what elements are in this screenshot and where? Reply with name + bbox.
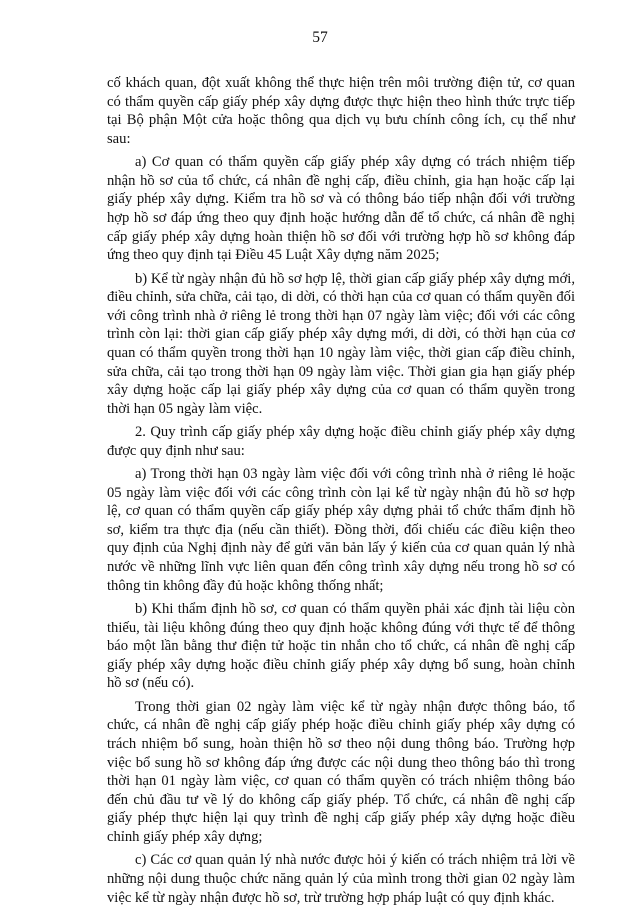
paragraph-supplement: Trong thời gian 02 ngày làm việc kể từ ngày nhận được thông báo, tổ chức, cá nhân đề nghị cấp giấy phép hoặc điều chỉnh giấy phép xây dựng có trách nhiệm bổ sung, hoàn thiện hồ sơ theo nội dung thông báo. Trường hợp việc bổ sung hồ sơ không đáp ứng được các nội dung theo thông báo thì trong thời hạn 01 ngày làm việc, cơ quan có thẩm quyền có trách nhiệm thông báo đến chủ đầu tư về lý do không cấp giấy phép. Tổ chức, cá nhân đề nghị cấp giấy phép thực hiện lại quy trình đề nghị cấp giấy phép xây dựng hoặc điều chỉnh giấy phép xây dựng;: [107, 698, 575, 845]
paragraph-section-2: 2. Quy trình cấp giấy phép xây dựng hoặc điều chỉnh giấy phép xây dựng được quy định như sau:: [107, 424, 575, 459]
paragraph-item-a-receipt: a) Cơ quan có thẩm quyền cấp giấy phép xây dựng có trách nhiệm tiếp nhận hồ sơ của tổ chức, cá nhân đề nghị cấp, điều chỉnh, gia hạn hoặc cấp lại giấy phép xây dựng. Kiểm tra hồ sơ và có thông báo tiếp nhận đối với trường hợp hồ sơ đáp ứng theo quy định hoặc hướng dẫn để tổ chức, cá nhân đề nghị cấp giấy phép xây dựng hoàn thiện hồ sơ đối với trường hợp hồ sơ không đáp ứng theo quy định tại Điều 45 Luật Xây dựng năm 2025;: [107, 154, 575, 264]
document-body: [107, 74, 575, 912]
paragraph-item-c-response: c) Các cơ quan quản lý nhà nước được hỏi ý kiến có trách nhiệm trả lời về những nội dung thuộc chức năng quản lý của mình trong thời gian 02 ngày làm việc kể từ ngày nhận được hồ sơ, trừ trường hợp pháp luật có quy định khác.: [107, 852, 575, 906]
paragraph-item-b-notice: b) Khi thẩm định hồ sơ, cơ quan có thẩm quyền phải xác định tài liệu còn thiếu, tài liệu không đúng theo quy định hoặc không đúng với thực tế để thông báo một lần bằng thư điện tử hoặc tin nhắn cho tổ chức, cá nhân đề nghị cấp giấy phép xây dựng hoặc điều chỉnh giấy phép xây dựng bổ sung, hoàn chỉnh hồ sơ (nếu có).: [107, 601, 575, 692]
paragraph-continuation: cố khách quan, đột xuất không thể thực hiện trên môi trường điện tử, cơ quan có thẩm quyền cấp giấy phép xây dựng được thực hiện theo hình thức trực tiếp tại Bộ phận Một cửa hoặc thông qua dịch vụ bưu chính công ích, cụ thể như sau:: [107, 75, 575, 147]
paragraph-item-a-appraisal: a) Trong thời hạn 03 ngày làm việc đối với công trình nhà ở riêng lẻ hoặc 05 ngày làm việc đối với các công trình còn lại kể từ ngày nhận đủ hồ sơ hợp lệ, cơ quan có thẩm quyền cấp giấy phép xây dựng phải tổ chức thẩm định hồ sơ, kiểm tra thực địa (nếu cần thiết). Đồng thời, đối chiếu các điều kiện theo quy định của Nghị định này để gửi văn bản lấy ý kiến của cơ quan quản lý nhà nước về những lĩnh vực liên quan đến công trình xây dựng nếu trong hồ sơ có thông tin không đầy đủ hoặc không thống nhất;: [107, 466, 575, 594]
paragraph-item-b-timeframe: b) Kể từ ngày nhận đủ hồ sơ hợp lệ, thời gian cấp giấy phép xây dựng mới, điều chỉnh, sửa chữa, cải tạo, di dời, có thời hạn của cơ quan có thẩm quyền đối với công trình nhà ở riêng lẻ trong thời hạn 07 ngày làm việc; đối với các công trình còn lại: thời gian cấp giấy phép xây dựng mới, di dời, có thời hạn của cơ quan có thẩm quyền trong thời hạn 10 ngày làm việc, thời gian cấp điều chỉnh, sửa chữa, cải tạo trong thời hạn 09 ngày làm việc. Thời gian gia hạn giấy phép xây dựng hoặc cấp lại giấy phép xây dựng của cơ quan có thẩm quyền trong thời hạn 05 ngày làm việc.: [107, 270, 575, 417]
page-number: 57: [312, 29, 328, 46]
